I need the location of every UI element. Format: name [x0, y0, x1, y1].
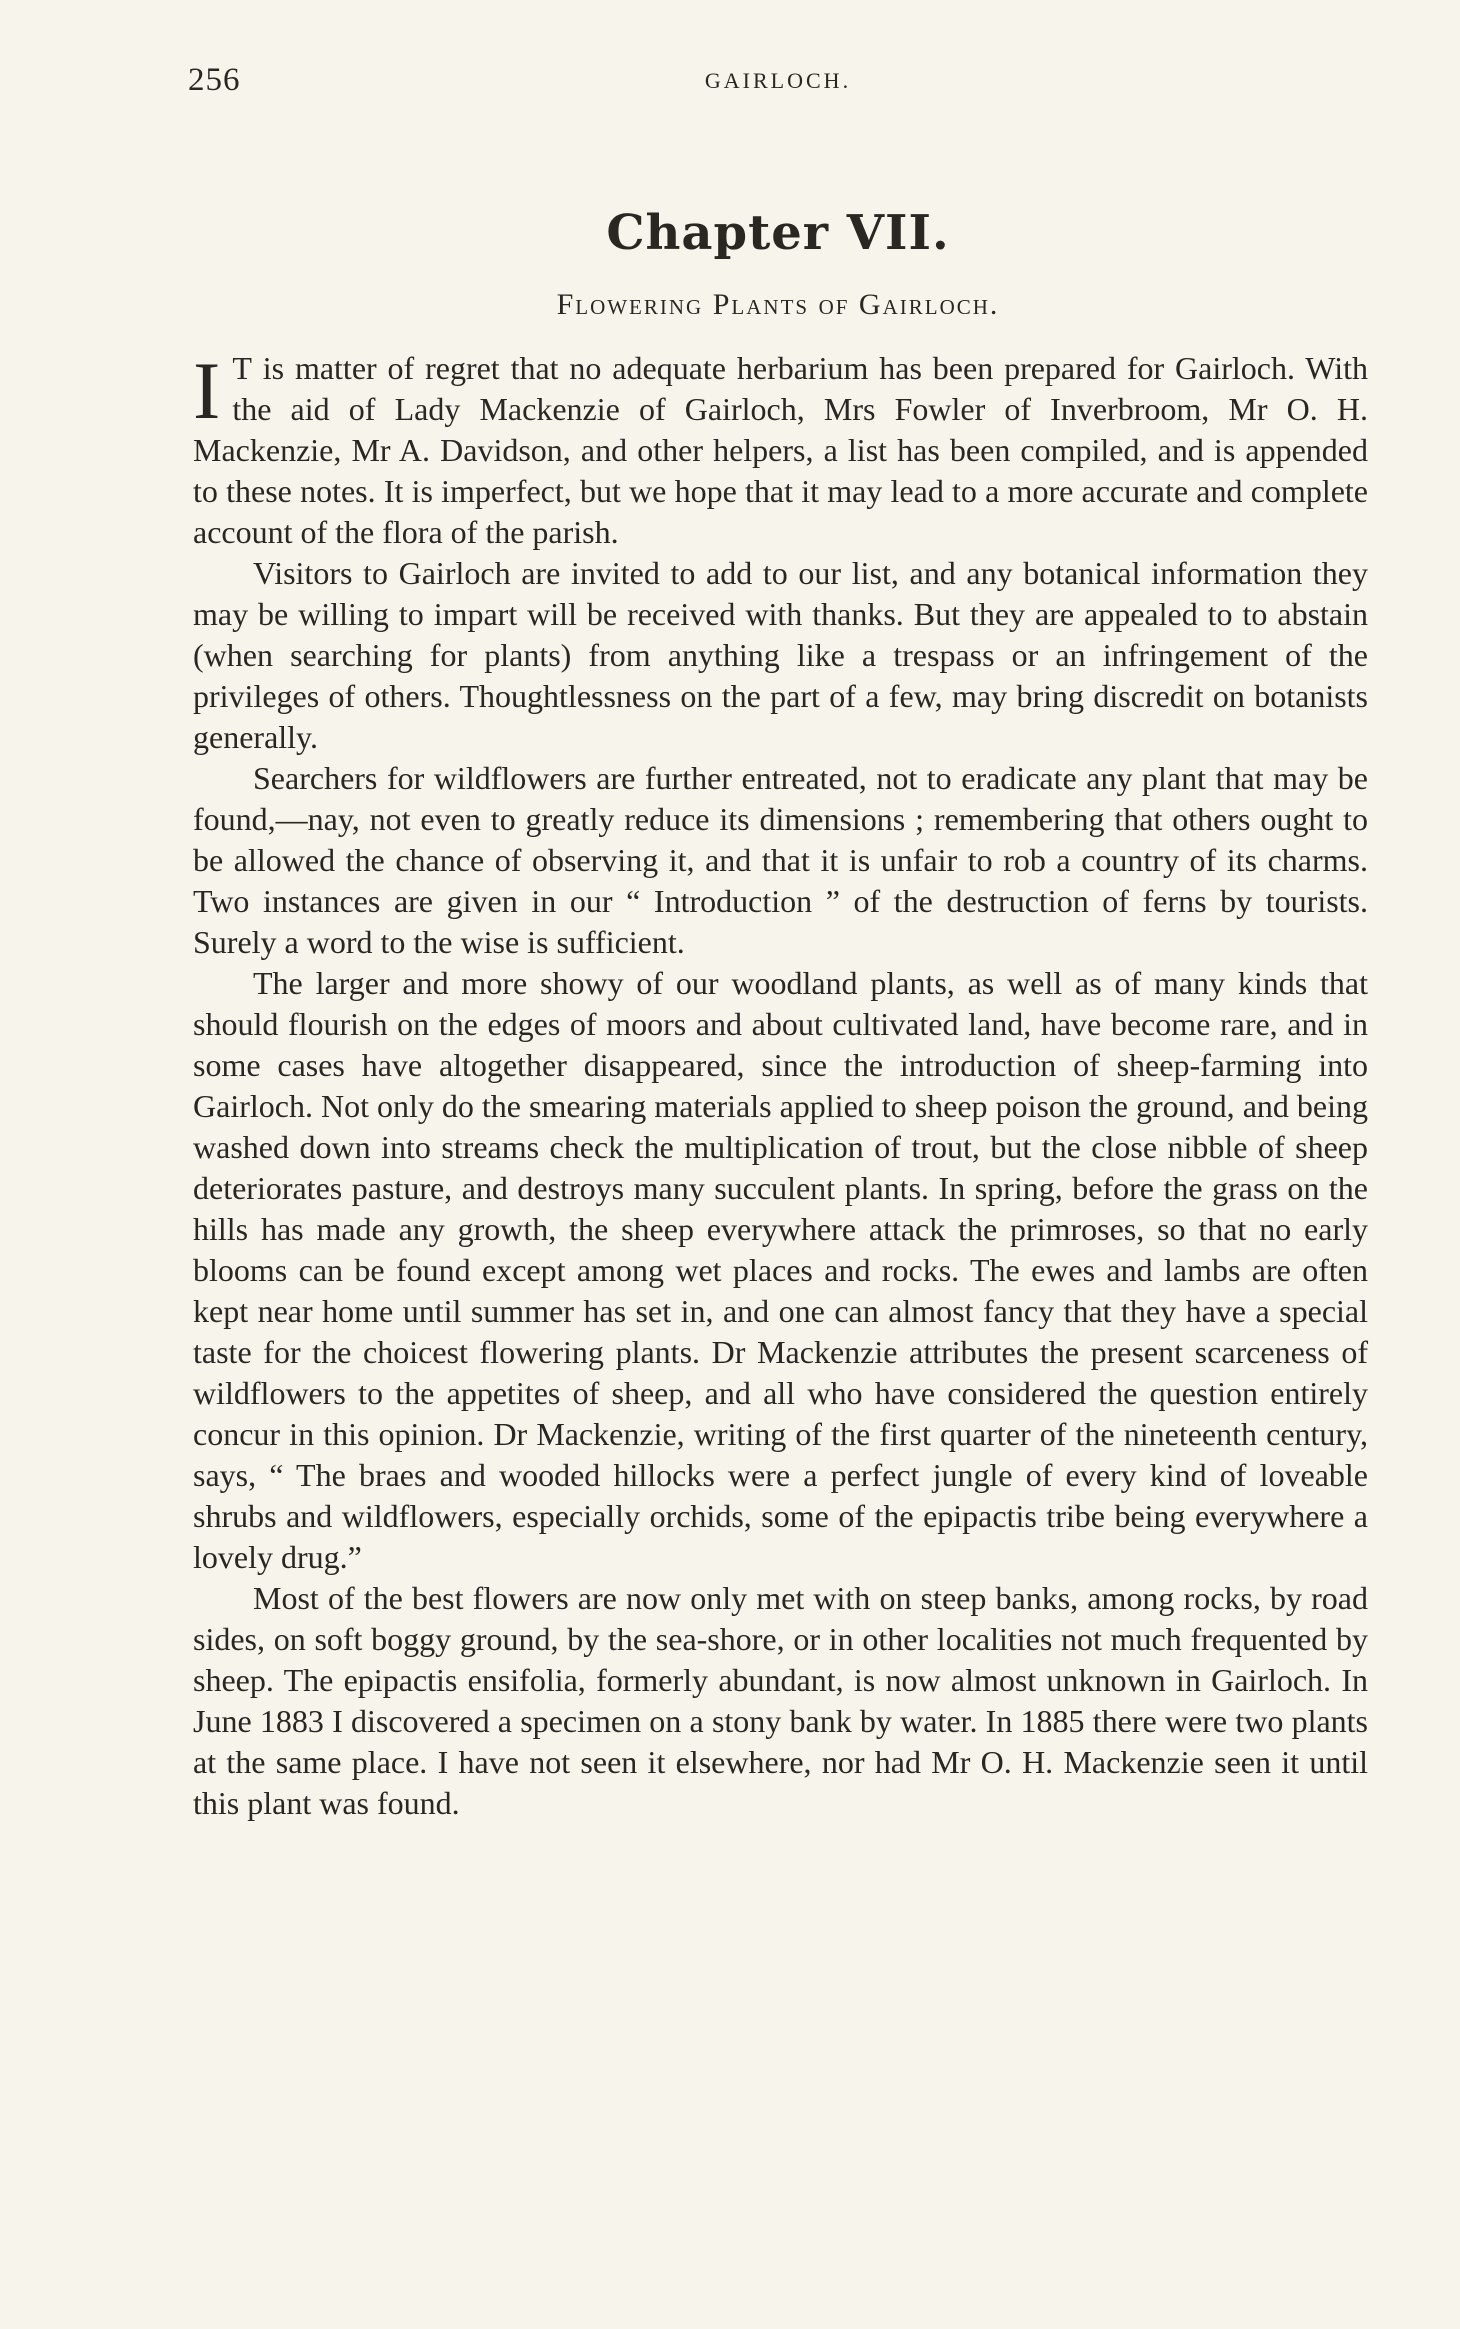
- paragraph-5: Most of the best flowers are now only met with on steep banks, among rocks, by road sides, on soft boggy ground, by the sea-shore, or in other localities not much frequented by sheep. The epipactis ensifolia, formerly abundant, is now almost unknown in Gairloch. In June 1883 I discovered a specimen on a stony bank by water. In 1885 there were two plants at the same place. I have not seen it elsewhere, nor had Mr O. H. Mackenzie seen it until this plant was found.: [193, 1580, 1368, 1821]
- paragraph-3: Searchers for wildflowers are further entreated, not to eradicate any plant that may be found,—nay, not even to greatly reduce its dimensions ; remembering that others ought to be allowed the chance of observing it, and that it is unfair to rob a country of its charms. Two instances are given in our “ Introduction ” of the destruction of ferns by tourists. Surely a word to the wise is sufficient.: [193, 760, 1368, 960]
- chapter-subtitle: Flowering Plants of Gairloch.: [556, 288, 1000, 321]
- chapter-title: Chapter VII.: [606, 205, 950, 261]
- running-title: GAIRLOCH.: [704, 68, 852, 93]
- page-number: 256: [188, 62, 241, 98]
- paragraph-1-lead: T: [232, 350, 252, 386]
- running-head: [188, 62, 1368, 102]
- paragraph-1: [193, 345, 1368, 553]
- paragraph-2: Visitors to Gairloch are invited to add to our list, and any botanical information they may be willing to impart will be received with thanks. But they are appealed to to abstain (when searching for plants) from anything like a trespass or an infringement of the privileges of others. Thoughtlessness on the part of a few, may bring discredit on botanists generally.: [193, 555, 1368, 755]
- drop-cap: I: [193, 345, 221, 436]
- paragraph-4: The larger and more showy of our woodland plants, as well as of many kinds that should flourish on the edges of moors and about cultivated land, have become rare, and in some cases have altogether disappeared, since the introduction of sheep-farming into Gairloch. Not only do the smearing materials applied to sheep poison the ground, and being washed down into streams check the multiplication of trout, but the close nibble of sheep deteriorates pasture, and destroys many succulent plants. In spring, before the grass on the hills has made any growth, the sheep everywhere attack the primroses, so that no early blooms can be found except among wet places and rocks. The ewes and lambs are often kept near home until summer has set in, and one can almost fancy that they have a special taste for the choicest flowering plants. Dr Mackenzie attributes the present scarceness of wildflowers to the appetites of sheep, and all who have considered the question entirely concur in this opinion. Dr Mackenzie, writing of the first quarter of the nineteenth century, says, “ The braes and wooded hillocks were a perfect jungle of every kind of loveable shrubs and wildflowers, especially orchids, some of the epipactis tribe being everywhere a lovely drug.”: [193, 965, 1368, 1575]
- paragraph-1-text: is matter of regret that no adequate herbarium has been prepared for Gairloch. With the aid of Lady Mackenzie of Gairloch, Mrs Fowler of Inverbroom, Mr O. H. Mackenzie, Mr A. Davidson, and other helpers, a list has been compiled, and is appended to these notes. It is imperfect, but we hope that it may lead to a more accurate and complete account of the flora of the parish.: [193, 350, 1368, 550]
- body-text: [193, 345, 1368, 1824]
